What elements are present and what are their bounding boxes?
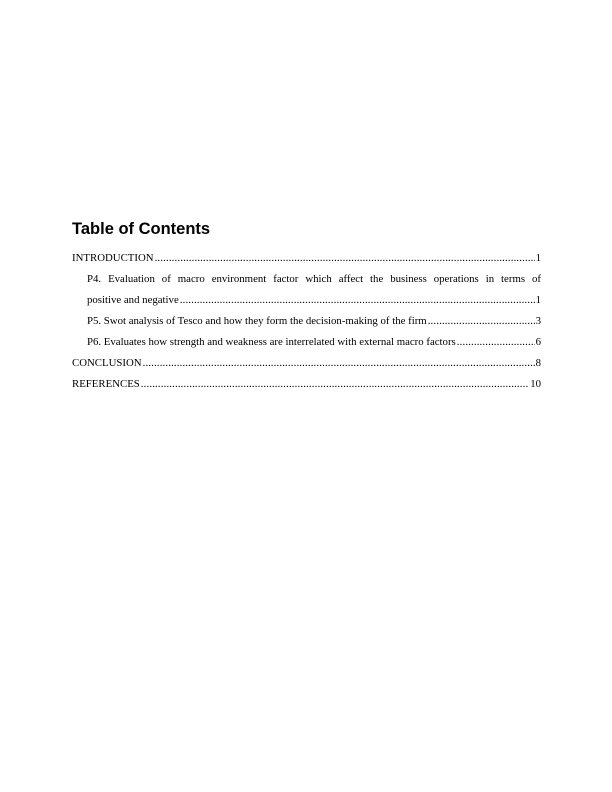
toc-entry-p6[interactable] [72, 332, 541, 353]
toc-entry-label: P6. Evaluates how strength and weakness are interrelated with external macro factors [87, 336, 456, 348]
toc-page-number: 10 [530, 378, 541, 390]
toc-heading: Table of Contents [72, 220, 211, 238]
dot-leader [180, 290, 535, 311]
dot-leader [141, 374, 529, 395]
toc-entry-p4[interactable] [72, 269, 541, 311]
toc-entry-label: INTRODUCTION [72, 252, 154, 264]
toc-entry-introduction[interactable] [72, 248, 541, 269]
toc-entry-label: P5. Swot analysis of Tesco and how they form the decision-making of the firm [87, 315, 427, 327]
toc-page-number: 8 [535, 357, 541, 369]
toc-entry-conclusion[interactable] [72, 353, 541, 374]
toc-entry-p5[interactable] [72, 311, 541, 332]
dot-leader [155, 248, 535, 269]
toc-page-number: 3 [535, 315, 541, 327]
toc-page-number: 1 [535, 252, 541, 264]
toc-page-number: 6 [535, 336, 541, 348]
toc-entry-label: REFERENCES [72, 378, 140, 390]
toc-entry-label-line2: positive and negative [87, 294, 179, 306]
table-of-contents [72, 219, 541, 395]
toc-entry-label: CONCLUSION [72, 357, 142, 369]
toc-entry-label-line1: P4. Evaluation of macro environment factor which affect the business operations in terms of [87, 273, 541, 285]
dot-leader [143, 353, 535, 374]
dot-leader [428, 311, 535, 332]
toc-page-number: 1 [535, 294, 541, 306]
toc-entry-references[interactable] [72, 374, 541, 395]
dot-leader [457, 332, 535, 353]
